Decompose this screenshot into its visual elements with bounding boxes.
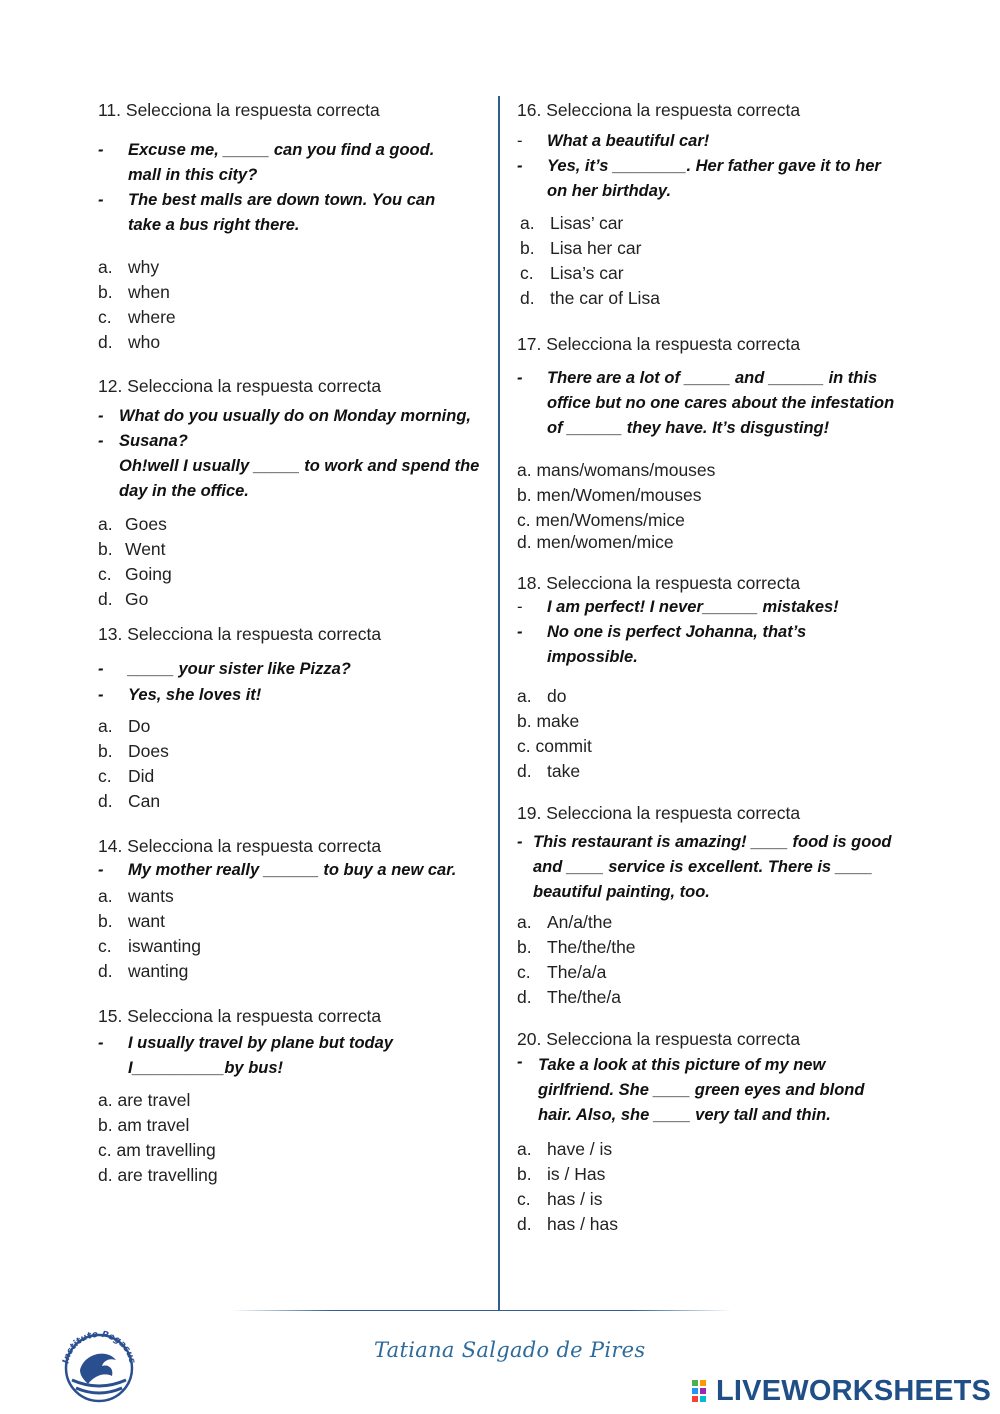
dash: - — [517, 833, 523, 851]
dialogue-line: What do you usually do on Monday morning, — [119, 407, 471, 425]
dash: - — [98, 1034, 104, 1052]
answer-option[interactable]: Going — [125, 564, 172, 584]
question-heading: 15. Selecciona la respuesta correcta — [98, 1006, 382, 1026]
answer-option[interactable]: d. men/women/mice — [517, 532, 674, 552]
answer-option[interactable]: take — [547, 761, 581, 781]
option-letter: b. — [520, 238, 535, 258]
dialogue-line: Yes, it’s ________. Her father gave it to her — [547, 157, 881, 175]
option-letter: d. — [520, 288, 535, 308]
answer-option[interactable]: Went — [125, 539, 166, 559]
option-letter: d. — [98, 791, 113, 811]
dash: - — [517, 369, 523, 387]
dialogue-line: and ____ service is excellent. There is ____ — [533, 858, 873, 876]
question-heading: 11. Selecciona la respuesta correcta — [98, 100, 380, 120]
liveworksheets-wordmark: LIVEWORKSHEETS — [716, 1374, 992, 1407]
answer-option[interactable]: c. men/Womens/mice — [517, 510, 685, 530]
answer-option[interactable]: c. commit — [517, 736, 592, 756]
question-heading: 16. Selecciona la respuesta correcta — [517, 100, 801, 120]
option-letter: a. — [517, 686, 532, 706]
dialogue-line: Susana? — [119, 432, 188, 450]
dialogue-line: My mother really ______ to buy a new car. — [128, 861, 457, 879]
answer-option[interactable]: who — [128, 332, 161, 352]
option-letter: b. — [98, 911, 113, 931]
option-letter: b. — [98, 741, 113, 761]
question-heading: 19. Selecciona la respuesta correcta — [517, 803, 801, 823]
answer-option[interactable]: wanting — [128, 961, 189, 981]
option-letter: c. — [520, 263, 534, 283]
answer-option[interactable]: why — [128, 257, 160, 277]
question-heading: 18. Selecciona la respuesta correcta — [517, 573, 801, 593]
option-letter: b. — [517, 937, 532, 957]
option-letter: b. — [98, 539, 113, 559]
logo-text: Instituto Pegasus — [61, 1329, 137, 1365]
option-letter: a. — [517, 912, 532, 932]
dash: - — [98, 141, 104, 159]
answer-option[interactable]: b. make — [517, 711, 580, 731]
question-heading: 13. Selecciona la respuesta correcta — [98, 624, 382, 644]
answer-option[interactable]: b. men/Women/mouses — [517, 485, 702, 505]
answer-option[interactable]: a. mans/womans/mouses — [517, 460, 716, 480]
option-letter: c. — [98, 766, 112, 786]
answer-option[interactable]: Lisa’s car — [550, 263, 624, 283]
answer-option[interactable]: d. are travelling — [98, 1165, 218, 1185]
option-letter: d. — [517, 761, 532, 781]
dialogue-line: I am perfect! I never______ mistakes! — [547, 598, 839, 616]
option-letter: b. — [98, 282, 113, 302]
answer-option[interactable]: Do — [128, 716, 151, 736]
answer-option[interactable]: do — [547, 686, 567, 706]
option-letter: d. — [98, 961, 113, 981]
dash: - — [517, 157, 523, 175]
answer-option[interactable]: Can — [128, 791, 161, 811]
dialogue-line: The best malls are down town. You can — [128, 191, 436, 209]
column-divider — [498, 96, 500, 1310]
dialogue-line: This restaurant is amazing! ____ food is good — [533, 833, 892, 851]
answer-option[interactable]: The/a/a — [547, 962, 607, 982]
liveworksheets-icon — [692, 1378, 714, 1404]
answer-option[interactable]: b. am travel — [98, 1115, 190, 1135]
option-letter: d. — [98, 589, 113, 609]
answer-option[interactable]: Goes — [125, 514, 167, 534]
dash: - — [517, 598, 523, 616]
answer-option[interactable]: Go — [125, 589, 149, 609]
option-letter: c. — [98, 307, 112, 327]
dialogue-line: impossible. — [547, 648, 638, 666]
answer-option[interactable]: Lisas’ car — [550, 213, 624, 233]
answer-option[interactable]: has / has — [547, 1214, 619, 1234]
question-heading: 20. Selecciona la respuesta correcta — [517, 1029, 801, 1049]
answer-option[interactable]: a. are travel — [98, 1090, 191, 1110]
dialogue-line: Take a look at this picture of my new — [538, 1056, 826, 1074]
option-letter: c. — [98, 936, 112, 956]
dialogue-line: beautiful painting, too. — [533, 883, 710, 901]
dialogue-line: _____ your sister like Pizza? — [128, 660, 351, 678]
dialogue-line: girlfriend. She ____ green eyes and blond — [538, 1081, 865, 1099]
answer-option[interactable]: wants — [128, 886, 174, 906]
dialogue-line: office but no one cares about the infestation — [547, 394, 895, 412]
option-letter: a. — [98, 716, 113, 736]
dash: - — [98, 660, 104, 678]
answer-option[interactable]: is / Has — [547, 1164, 606, 1184]
dialogue-line: There are a lot of _____ and ______ in this — [547, 369, 878, 387]
dialogue-line: take a bus right there. — [128, 216, 300, 234]
dash: - — [98, 407, 104, 425]
option-letter: a. — [520, 213, 535, 233]
dialogue-line: No one is perfect Johanna, that’s — [547, 623, 807, 641]
author-signature: Tatiana Salgado de Pires — [374, 1338, 646, 1362]
option-letter: c. — [98, 564, 112, 584]
dash: - — [98, 191, 104, 209]
dialogue-line: What a beautiful car! — [547, 132, 710, 150]
answer-option[interactable]: when — [128, 282, 170, 302]
liveworksheets-brand[interactable] — [692, 1374, 991, 1408]
option-letter: d. — [517, 1214, 532, 1234]
dash: - — [517, 132, 523, 150]
dialogue-line: Yes, she loves it! — [128, 686, 262, 704]
option-letter: c. — [517, 962, 531, 982]
answer-option[interactable]: have / is — [547, 1139, 613, 1159]
option-letter: d. — [98, 332, 113, 352]
option-letter: d. — [517, 987, 532, 1007]
instituto-pegasus-logo — [58, 1318, 140, 1404]
dash: - — [98, 861, 104, 879]
dialogue-line: I usually travel by plane but today — [128, 1034, 393, 1052]
option-letter: c. — [517, 1189, 531, 1209]
option-letter: a. — [98, 886, 113, 906]
footer-divider — [232, 1310, 732, 1311]
answer-option[interactable]: Does — [128, 741, 169, 761]
answer-option[interactable]: The/the/the — [547, 937, 636, 957]
dialogue-line: mall in this city? — [128, 166, 258, 184]
answer-option[interactable]: where — [128, 307, 176, 327]
option-letter: a. — [517, 1139, 532, 1159]
dialogue-line: Oh!well I usually _____ to work and spend the — [119, 457, 480, 475]
dash: - — [517, 1053, 523, 1071]
answer-option[interactable]: the car of Lisa — [550, 288, 660, 308]
answer-option[interactable]: Did — [128, 766, 155, 786]
answer-option[interactable]: want — [128, 911, 165, 931]
option-letter: a. — [98, 514, 113, 534]
answer-option[interactable]: c. am travelling — [98, 1140, 216, 1160]
dialogue-line: day in the office. — [119, 482, 249, 500]
dialogue-line: I__________by bus! — [128, 1059, 284, 1077]
answer-option[interactable]: Lisa her car — [550, 238, 642, 258]
question-heading: 17. Selecciona la respuesta correcta — [517, 334, 801, 354]
question-heading: 14. Selecciona la respuesta correcta — [98, 836, 382, 856]
option-letter: a. — [98, 257, 113, 277]
answer-option[interactable]: iswanting — [128, 936, 201, 956]
dialogue-line: of ______ they have. It’s disgusting! — [547, 419, 830, 437]
answer-option[interactable]: An/a/the — [547, 912, 613, 932]
dash: - — [517, 623, 523, 641]
dialogue-line: Excuse me, _____ can you find a good. — [128, 141, 435, 159]
answer-option[interactable]: has / is — [547, 1189, 603, 1209]
dialogue-line: on her birthday. — [547, 182, 672, 200]
answer-option[interactable]: The/the/a — [547, 987, 621, 1007]
dash: - — [98, 432, 104, 450]
dash: - — [98, 686, 104, 704]
question-heading: 12. Selecciona la respuesta correcta — [98, 376, 382, 396]
dialogue-line: hair. Also, she ____ very tall and thin. — [538, 1106, 831, 1124]
option-letter: b. — [517, 1164, 532, 1184]
